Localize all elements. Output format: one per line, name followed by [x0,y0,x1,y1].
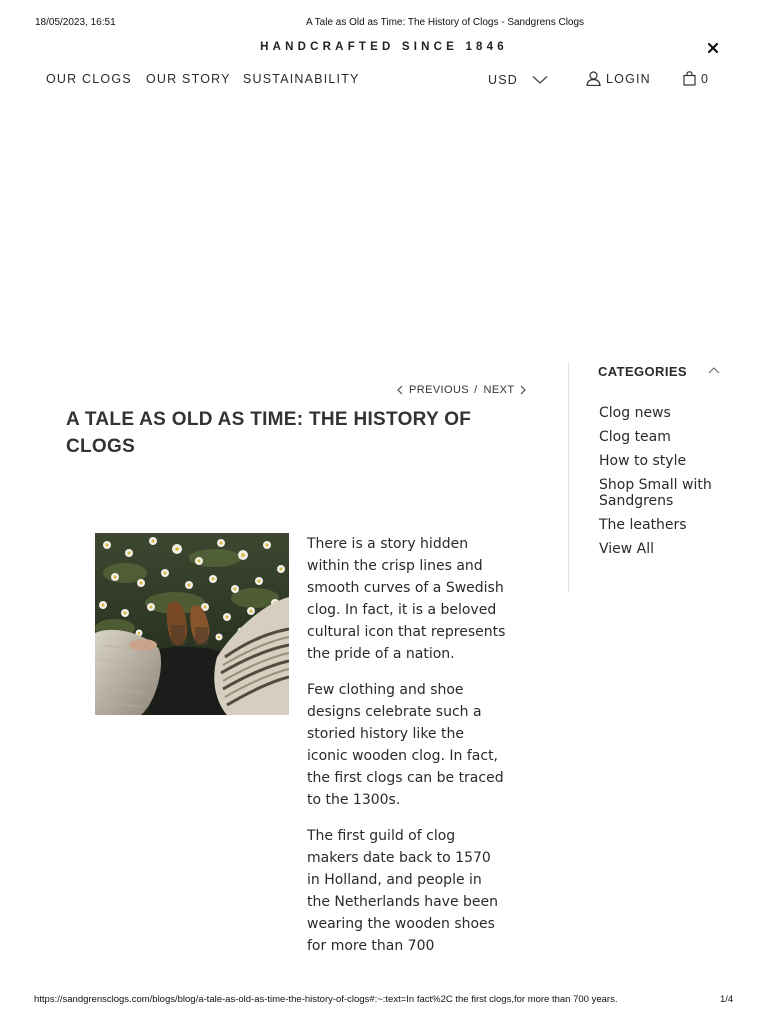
clogs-in-daisies-photo [95,533,289,715]
article-image [95,533,289,715]
category-the-leathers[interactable]: The leathers [599,517,687,533]
article-paragraph: Few clothing and shoe designs celebrate such a storied history like the iconic wooden clog. In fact, the first clogs can be traced to the 1300s. [307,682,504,808]
next-label: NEXT [483,384,515,396]
category-clog-news[interactable]: Clog news [599,405,671,421]
nav-sustainability[interactable]: SUSTAINABILITY [243,72,360,86]
chevron-down-icon [532,75,548,85]
article-paragraph: There is a story hidden within the crisp lines and smooth curves of a Swedish clog. In fact, it is a beloved cultural icon that represents the pride of a nation. [307,536,506,662]
print-url: https://sandgrensclogs.com/blogs/blog/a-tale-as-old-as-time-the-history-of-clogs#:~:text=In fact%2C the first clogs,for more than 700 years. [34,994,618,1005]
category-list [599,405,719,565]
close-icon[interactable] [706,40,720,56]
print-page-title: A Tale as Old as Time: The History of Clogs - Sandgrens Clogs [305,17,585,28]
currency-selector[interactable] [488,73,548,87]
print-footer [0,994,768,1008]
categories-heading: CATEGORIES [598,363,687,379]
category-how-to-style[interactable]: How to style [599,453,687,469]
login-label: LOGIN [606,71,651,86]
article-paragraph: The first guild of clog makers date back to 1570 in Holland, and people in the Netherlands have been wearing the wooden shoes for more than 700 [307,828,499,954]
main-nav [0,72,768,90]
previous-link[interactable] [397,384,469,396]
shopping-bag-icon [683,71,696,86]
cart-count: 0 [701,71,710,86]
article-title: A TALE AS OLD AS TIME: THE HISTORY OF CLOGS [66,409,472,457]
currency-label: USD [488,73,518,87]
chevron-right-icon [520,385,526,395]
login-link[interactable] [586,71,651,86]
chevron-up-icon [708,367,720,374]
article-pager [397,382,526,398]
nav-our-clogs[interactable]: OUR CLOGS [46,72,132,86]
pager-separator: / [474,384,478,396]
user-icon [586,71,601,86]
category-shop-small[interactable]: Shop Small with Sandgrens [599,477,712,509]
article-body [307,533,507,975]
category-view-all[interactable]: View All [599,541,655,557]
category-clog-team[interactable]: Clog team [599,429,671,445]
sidebar-divider [568,362,569,593]
print-page-number: 1/4 [720,994,734,1005]
print-date: 18/05/2023, 16:51 [35,17,116,28]
nav-our-story[interactable]: OUR STORY [146,72,231,86]
print-header [0,17,768,31]
categories-toggle[interactable] [598,362,726,380]
announcement-text: HANDCRAFTED SINCE 1846 [260,41,508,53]
next-link[interactable] [484,384,527,396]
chevron-left-icon [397,385,403,395]
previous-label: PREVIOUS [409,384,470,396]
cart-link[interactable] [683,71,709,86]
